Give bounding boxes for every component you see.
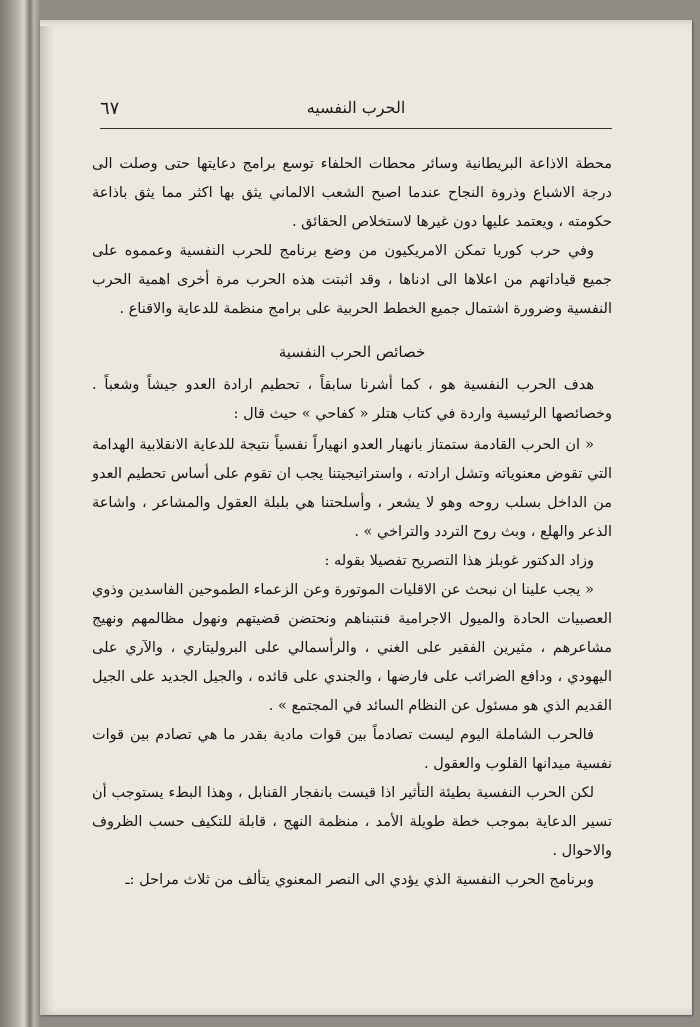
paragraph: فالحرب الشاملة اليوم ليست تصادماً بين قوات مادية بقدر ما هي تصادم بين قوات نفسية ميدانها القلوب والعقول . <box>92 727 612 772</box>
paragraph: وفي حرب كوريا تمكن الامريكيون من وضع برنامج للحرب النفسية وعمموه على جميع قياداتهم من اعلاها الى ادناها ، وقد اثبتت هذه الحرب مرة أخرى اهمية الحرب النفسية وضرورة اشتمال جميع الخطط الحربية على برامج منظمة للدعاية والاقناع . <box>92 243 612 317</box>
page-top-edge <box>40 20 692 26</box>
section-heading: خصائص الحرب النفسية <box>278 343 426 361</box>
paragraph: هدف الحرب النفسية هو ، كما أشرنا سابقاً ، تحطيم ارادة العدو جيشاً وشعباً . وخصائصها الرئيسية واردة في كتاب هتلر « كفاحي » حيث قال : <box>92 377 612 422</box>
quote-paragraph: « ان الحرب القادمة ستمتاز بانهيار العدو انهياراً نفسياً نتيجة للدعاية الانقلابية الهدامة التي تقوض معنوياته وتشل ارادته ، واستراتيجيتنا يجب ان تقوم على أساس تحطيم العدو من الداخل بسلب روحه وهو لا يشعر ، وأسلحتنا هي بلبلة العقول والمشاعر ، واشاعة الذعر والهلع ، وبث روح التردد والتراخي » . <box>92 437 612 540</box>
paragraph: محطة الاذاعة البريطانية وسائر محطات الحلفاء توسع برامج دعايتها حتى وصلت الى درجة الاشباع وذروة النجاح عندما اصبح الشعب الالماني يثق بها اكثر مما يثق باذاعة حكومته ، ويعتمد عليها دون غيرها لاستخلاص الحقائق . <box>92 156 612 230</box>
header-rule <box>100 128 612 129</box>
page-body <box>92 150 612 895</box>
paragraph: لكن الحرب النفسية بطيئة التأثير اذا قيست بانفجار القنابل ، وهذا البطء يستوجب أن تسير الدعاية بموجب خطة طويلة الأمد ، منظمة النهج ، قابلة للتكيف حسب الظروف والاحوال . <box>92 785 612 859</box>
quote-paragraph: « يجب علينا ان نبحث عن الاقليات الموتورة وعن الزعماء الطموحين الفاسدين وذوي العصبيات الحادة والميول الاجرامية فنتبناهم ونحتضن قضيتهم ونهول مظالمهم ونهيج مشاعرهم ، مثيرين الفقير على الغني ، والرأسمالي على البروليتاري ، والآري على اليهودي ، ودافع الضرائب على فارضها ، والجندي على قائده ، والجيل الجديد على الجيل القديم الذي هو مسئول عن النظام السائد في المجتمع » . <box>92 582 612 714</box>
running-header <box>100 98 612 128</box>
running-header-title: الحرب النفسيه <box>306 98 406 117</box>
page-number: ٦٧ <box>100 98 120 119</box>
paragraph: وبرنامج الحرب النفسية الذي يؤدي الى النصر المعنوي يتألف من ثلاث مراحل :ـ <box>125 872 594 888</box>
paragraph: وزاد الدكتور غوبلز هذا التصريح تفصيلا بقوله : <box>324 553 594 569</box>
